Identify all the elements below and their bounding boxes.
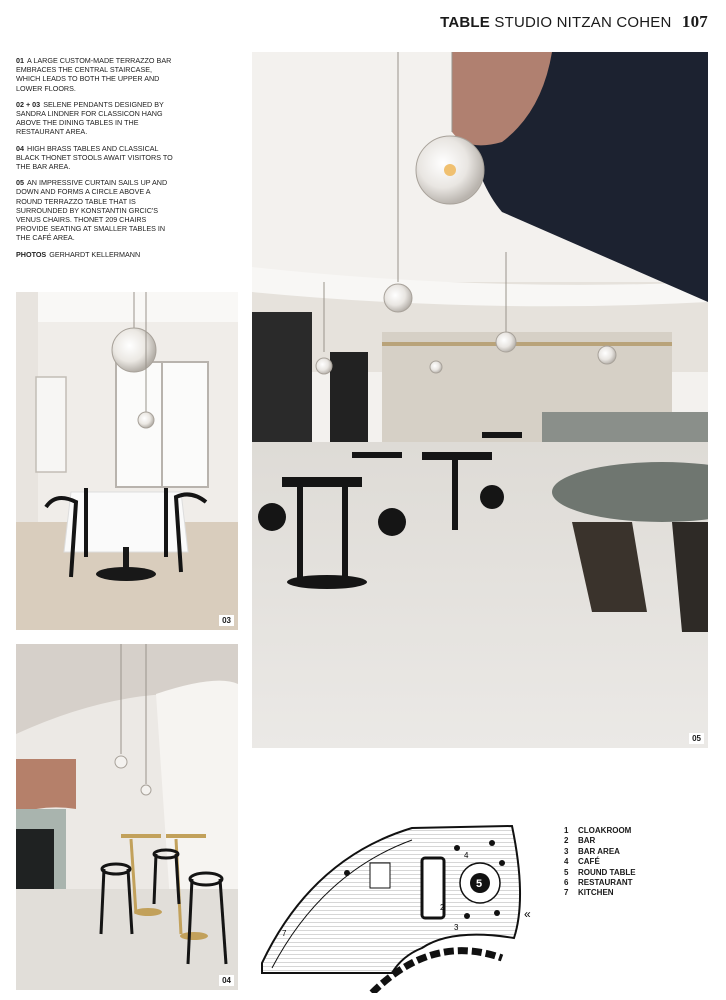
caption-02-03: 02 + 03 SELENE PENDANTS DESIGNED BY SANDRA LINDNER FOR CLASSICON HANG ABOVE THE DINING TABLES IN THE RESTAURANT AREA.	[16, 99, 164, 137]
plan-label-2: 2	[440, 903, 445, 912]
photo-number-05: 05	[689, 733, 704, 744]
legend-item: 3 BAR AREA	[564, 846, 620, 856]
photo-04	[16, 644, 238, 990]
svg-text:«: «	[524, 907, 531, 921]
page-number: 107	[681, 12, 708, 31]
photo-number-03: 03	[219, 615, 234, 626]
floor-plan-legend	[564, 826, 636, 899]
plan-label-4: 4	[464, 851, 469, 860]
photo-number-04: 04	[219, 975, 234, 986]
photo-05	[252, 52, 708, 748]
legend-item: 6 RESTAURANT	[564, 878, 633, 888]
caption-04: 04 HIGH BRASS TABLES AND CLASSICAL BLACK THONET STOOLS AWAIT VISITORS TO THE BAR AREA.	[16, 143, 173, 172]
photo-captions	[16, 56, 174, 266]
caption-01: 01 A LARGE CUSTOM-MADE TERRAZZO BAR EMBRACES THE CENTRAL STAIRCASE, WHICH LEADS TO BOTH THE UPPER AND LOWER FLOORS.	[16, 56, 172, 93]
photo-03	[16, 292, 238, 630]
plan-label-7: 7	[282, 929, 287, 938]
legend-item: 1 CLOAKROOM	[564, 826, 632, 835]
plan-label-3: 3	[454, 923, 459, 932]
legend-item: 2 BAR	[564, 836, 596, 846]
legend-item: 7 KITCHEN	[564, 888, 614, 898]
page-header	[440, 12, 708, 32]
section-title: TABLE	[440, 14, 490, 31]
article-title: STUDIO NITZAN COHEN	[494, 14, 672, 31]
legend-item: 4 CAFÉ	[564, 857, 600, 867]
caption-05: 05 AN IMPRESSIVE CURTAIN SAILS UP AND DOWN AND FORMS A CIRCLE ABOVE A ROUND TERRAZZO TABLE THAT IS SURROUNDED BY KONSTANTIN GRCIC'S VENUS CHAIRS. THONET 209 CHAIRS PROVIDE SEATING AT SMALLER TABLES IN THE CAFÉ AREA.	[16, 178, 168, 243]
photo-credit: PHOTOS GERHARDT KELLERMANN	[16, 249, 141, 259]
plan-label-5: 5	[476, 878, 483, 890]
legend-item: 5 ROUND TABLE	[564, 867, 636, 877]
floor-plan	[252, 818, 552, 993]
